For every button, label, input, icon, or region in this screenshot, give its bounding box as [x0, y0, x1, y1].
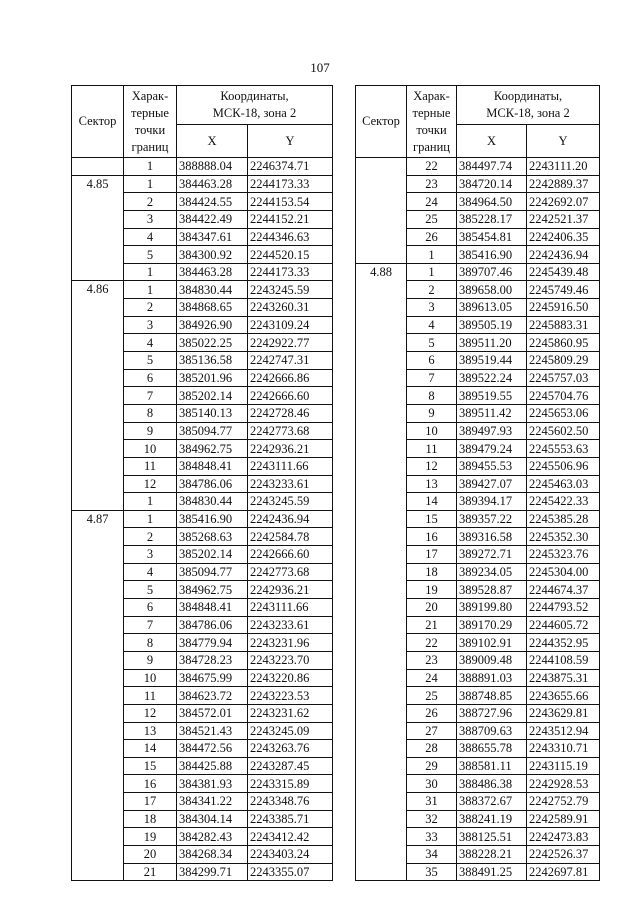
y-coordinate-cell: 2245463.03 — [527, 475, 600, 493]
x-coordinate-cell: 384779.94 — [177, 634, 248, 652]
x-coordinate-cell: 384425.88 — [177, 757, 248, 775]
point-number-cell: 22 — [407, 634, 457, 652]
y-header: Y — [527, 125, 600, 158]
x-coordinate-cell: 389707.46 — [457, 263, 527, 281]
point-number-cell: 26 — [407, 228, 457, 246]
x-coordinate-cell: 389658.00 — [457, 281, 527, 299]
x-coordinate-cell: 389519.55 — [457, 387, 527, 405]
sector-header: Сектор — [356, 86, 407, 158]
point-number-cell: 13 — [407, 475, 457, 493]
x-coordinate-cell: 388125.51 — [457, 828, 527, 846]
x-coordinate-cell: 384868.65 — [177, 299, 248, 317]
points-header-line: терные — [131, 105, 169, 120]
point-number-cell: 3 — [124, 316, 177, 334]
point-number-cell: 1 — [124, 263, 177, 281]
x-coordinate-cell: 388727.96 — [457, 704, 527, 722]
points-header-line: Харак- — [131, 88, 169, 103]
point-number-cell: 27 — [407, 722, 457, 740]
y-coordinate-cell: 2243245.09 — [248, 722, 333, 740]
x-coordinate-cell: 389479.24 — [457, 440, 527, 458]
x-coordinate-cell: 389234.05 — [457, 563, 527, 581]
point-number-cell: 16 — [407, 528, 457, 546]
x-coordinate-cell: 384472.56 — [177, 740, 248, 758]
x-header: X — [177, 125, 248, 158]
right-table-body — [356, 158, 600, 881]
point-number-cell: 7 — [124, 387, 177, 405]
point-number-cell: 23 — [407, 175, 457, 193]
table-row — [356, 263, 600, 281]
points-header-line: Харак- — [413, 88, 450, 103]
x-coordinate-cell: 389357.22 — [457, 510, 527, 528]
point-number-cell: 30 — [407, 775, 457, 793]
sector-cell: 4.88 — [356, 263, 407, 880]
sector-cell: 4.87 — [72, 510, 124, 880]
x-coordinate-cell: 384282.43 — [177, 828, 248, 846]
y-coordinate-cell: 2245553.63 — [527, 440, 600, 458]
x-coordinate-cell: 385454.81 — [457, 228, 527, 246]
y-coordinate-cell: 2243385.71 — [248, 810, 333, 828]
point-number-cell: 1 — [407, 246, 457, 264]
y-coordinate-cell: 2245883.31 — [527, 316, 600, 334]
y-coordinate-cell: 2243223.70 — [248, 651, 333, 669]
table-row — [72, 281, 333, 299]
point-number-cell: 10 — [407, 422, 457, 440]
x-coordinate-cell: 385094.77 — [177, 563, 248, 581]
y-coordinate-cell: 2244153.54 — [248, 193, 333, 211]
point-number-cell: 28 — [407, 740, 457, 758]
y-coordinate-cell: 2245749.46 — [527, 281, 600, 299]
y-coordinate-cell: 2242521.37 — [527, 210, 600, 228]
x-coordinate-cell: 385022.25 — [177, 334, 248, 352]
y-coordinate-cell: 2245860.95 — [527, 334, 600, 352]
x-coordinate-cell: 388888.04 — [177, 158, 248, 176]
point-number-cell: 4 — [407, 316, 457, 334]
x-coordinate-cell: 389455.53 — [457, 457, 527, 475]
y-coordinate-cell: 2242928.53 — [527, 775, 600, 793]
point-number-cell: 1 — [124, 493, 177, 511]
x-coordinate-cell: 388241.19 — [457, 810, 527, 828]
y-coordinate-cell: 2242406.35 — [527, 228, 600, 246]
point-number-cell: 2 — [407, 281, 457, 299]
x-coordinate-cell: 389272.71 — [457, 546, 527, 564]
point-number-cell: 18 — [124, 810, 177, 828]
y-coordinate-cell: 2242747.31 — [248, 352, 333, 370]
x-coordinate-cell: 389511.20 — [457, 334, 527, 352]
x-coordinate-cell: 388228.21 — [457, 845, 527, 863]
y-coordinate-cell: 2243629.81 — [527, 704, 600, 722]
point-number-cell: 7 — [407, 369, 457, 387]
x-coordinate-cell: 384381.93 — [177, 775, 248, 793]
y-coordinate-cell: 2245506.96 — [527, 457, 600, 475]
y-coordinate-cell: 2242773.68 — [248, 422, 333, 440]
x-coordinate-cell: 389613.05 — [457, 299, 527, 317]
x-coordinate-cell: 385228.17 — [457, 210, 527, 228]
point-number-cell: 22 — [407, 158, 457, 176]
x-coordinate-cell: 388581.11 — [457, 757, 527, 775]
y-coordinate-cell: 2242526.37 — [527, 845, 600, 863]
x-coordinate-cell: 384848.41 — [177, 599, 248, 617]
y-coordinate-cell: 2243315.89 — [248, 775, 333, 793]
point-number-cell: 5 — [124, 352, 177, 370]
point-number-cell: 11 — [124, 457, 177, 475]
y-coordinate-cell: 2243111.66 — [248, 599, 333, 617]
point-number-cell: 25 — [407, 687, 457, 705]
y-coordinate-cell: 2242752.79 — [527, 793, 600, 811]
x-coordinate-cell: 384463.28 — [177, 175, 248, 193]
point-number-cell: 13 — [124, 722, 177, 740]
x-coordinate-cell: 384304.14 — [177, 810, 248, 828]
coords-header-line: Координаты, — [220, 89, 289, 103]
coords-header — [177, 86, 333, 125]
x-coordinate-cell: 385416.90 — [457, 246, 527, 264]
point-number-cell: 3 — [407, 299, 457, 317]
point-number-cell: 21 — [124, 863, 177, 881]
y-header: Y — [248, 125, 333, 158]
y-coordinate-cell: 2242584.78 — [248, 528, 333, 546]
point-number-cell: 5 — [124, 246, 177, 264]
y-coordinate-cell: 2243287.45 — [248, 757, 333, 775]
point-number-cell: 20 — [407, 599, 457, 617]
x-coordinate-cell: 384268.34 — [177, 845, 248, 863]
table-row — [356, 158, 600, 176]
y-coordinate-cell: 2245653.06 — [527, 404, 600, 422]
point-number-cell: 26 — [407, 704, 457, 722]
sector-cell — [356, 158, 407, 264]
x-coordinate-cell: 389519.44 — [457, 352, 527, 370]
point-number-cell: 8 — [124, 634, 177, 652]
point-number-cell: 14 — [407, 493, 457, 511]
point-number-cell: 18 — [407, 563, 457, 581]
point-number-cell: 19 — [124, 828, 177, 846]
page-number: 107 — [310, 60, 330, 75]
x-coordinate-cell: 385136.58 — [177, 352, 248, 370]
y-coordinate-cell: 2244108.59 — [527, 651, 600, 669]
coords-header — [457, 86, 600, 125]
y-coordinate-cell: 2243111.20 — [527, 158, 600, 176]
y-coordinate-cell: 2243231.62 — [248, 704, 333, 722]
y-coordinate-cell: 2245439.48 — [527, 263, 600, 281]
x-coordinate-cell: 385094.77 — [177, 422, 248, 440]
points-header — [124, 86, 177, 158]
y-coordinate-cell: 2243875.31 — [527, 669, 600, 687]
x-coordinate-cell: 385268.63 — [177, 528, 248, 546]
point-number-cell: 3 — [124, 546, 177, 564]
point-number-cell: 4 — [124, 334, 177, 352]
x-coordinate-cell: 384964.50 — [457, 193, 527, 211]
y-coordinate-cell: 2245352.30 — [527, 528, 600, 546]
point-number-cell: 9 — [124, 422, 177, 440]
points-header-line: границ — [413, 139, 450, 154]
point-number-cell: 35 — [407, 863, 457, 881]
point-number-cell: 17 — [124, 793, 177, 811]
point-number-cell: 11 — [407, 440, 457, 458]
y-coordinate-cell: 2245385.28 — [527, 510, 600, 528]
point-number-cell: 1 — [407, 263, 457, 281]
y-coordinate-cell: 2243655.66 — [527, 687, 600, 705]
x-coordinate-cell: 389394.17 — [457, 493, 527, 511]
x-coordinate-cell: 384347.61 — [177, 228, 248, 246]
x-coordinate-cell: 384926.90 — [177, 316, 248, 334]
y-coordinate-cell: 2244674.37 — [527, 581, 600, 599]
point-number-cell: 2 — [124, 299, 177, 317]
x-coordinate-cell: 384830.44 — [177, 493, 248, 511]
x-coordinate-cell: 388709.63 — [457, 722, 527, 740]
coords-header-line: Координаты, — [493, 89, 563, 103]
y-coordinate-cell: 2243223.53 — [248, 687, 333, 705]
x-coordinate-cell: 389497.93 — [457, 422, 527, 440]
y-coordinate-cell: 2242773.68 — [248, 563, 333, 581]
point-number-cell: 6 — [124, 369, 177, 387]
y-coordinate-cell: 2245757.03 — [527, 369, 600, 387]
x-coordinate-cell: 388486.38 — [457, 775, 527, 793]
x-coordinate-cell: 389199.80 — [457, 599, 527, 617]
points-header-line: точки — [134, 122, 166, 137]
x-coordinate-cell: 384623.72 — [177, 687, 248, 705]
x-coordinate-cell: 388372.67 — [457, 793, 527, 811]
point-number-cell: 31 — [407, 793, 457, 811]
x-coordinate-cell: 388748.85 — [457, 687, 527, 705]
x-coordinate-cell: 385202.14 — [177, 387, 248, 405]
x-coordinate-cell: 389009.48 — [457, 651, 527, 669]
x-coordinate-cell: 389522.24 — [457, 369, 527, 387]
y-coordinate-cell: 2244152.21 — [248, 210, 333, 228]
x-coordinate-cell: 389102.91 — [457, 634, 527, 652]
x-coordinate-cell: 384422.49 — [177, 210, 248, 228]
point-number-cell: 24 — [407, 669, 457, 687]
x-coordinate-cell: 388891.03 — [457, 669, 527, 687]
y-coordinate-cell: 2244793.52 — [527, 599, 600, 617]
point-number-cell: 21 — [407, 616, 457, 634]
y-coordinate-cell: 2242936.21 — [248, 581, 333, 599]
y-coordinate-cell: 2242697.81 — [527, 863, 600, 881]
point-number-cell: 11 — [124, 687, 177, 705]
y-coordinate-cell: 2245809.29 — [527, 352, 600, 370]
point-number-cell: 15 — [407, 510, 457, 528]
y-coordinate-cell: 2244520.15 — [248, 246, 333, 264]
x-coordinate-cell: 384962.75 — [177, 440, 248, 458]
y-coordinate-cell: 2245916.50 — [527, 299, 600, 317]
y-coordinate-cell: 2246374.71 — [248, 158, 333, 176]
y-coordinate-cell: 2242666.60 — [248, 387, 333, 405]
point-number-cell: 12 — [124, 704, 177, 722]
y-coordinate-cell: 2243403.24 — [248, 845, 333, 863]
coords-header-line: МСК-18, зона 2 — [212, 106, 297, 120]
y-coordinate-cell: 2243245.59 — [248, 493, 333, 511]
y-coordinate-cell: 2243355.07 — [248, 863, 333, 881]
point-number-cell: 32 — [407, 810, 457, 828]
point-number-cell: 12 — [407, 457, 457, 475]
y-coordinate-cell: 2243220.86 — [248, 669, 333, 687]
points-header-line: границ — [131, 139, 169, 154]
y-coordinate-cell: 2244346.63 — [248, 228, 333, 246]
y-coordinate-cell: 2242728.46 — [248, 404, 333, 422]
y-coordinate-cell: 2245704.76 — [527, 387, 600, 405]
y-coordinate-cell: 2243115.19 — [527, 757, 600, 775]
left-coordinates-table — [71, 85, 333, 881]
point-number-cell: 10 — [124, 669, 177, 687]
x-coordinate-cell: 385201.96 — [177, 369, 248, 387]
y-coordinate-cell: 2243512.94 — [527, 722, 600, 740]
point-number-cell: 4 — [124, 563, 177, 581]
x-coordinate-cell: 384497.74 — [457, 158, 527, 176]
y-coordinate-cell: 2242936.21 — [248, 440, 333, 458]
point-number-cell: 24 — [407, 193, 457, 211]
y-coordinate-cell: 2243348.76 — [248, 793, 333, 811]
table-row — [72, 510, 333, 528]
point-number-cell: 1 — [124, 510, 177, 528]
y-coordinate-cell: 2245602.50 — [527, 422, 600, 440]
point-number-cell: 7 — [124, 616, 177, 634]
x-coordinate-cell: 384786.06 — [177, 475, 248, 493]
point-number-cell: 16 — [124, 775, 177, 793]
point-number-cell: 5 — [407, 334, 457, 352]
x-coordinate-cell: 384720.14 — [457, 175, 527, 193]
y-coordinate-cell: 2242666.86 — [248, 369, 333, 387]
point-number-cell: 2 — [124, 528, 177, 546]
x-coordinate-cell: 384424.55 — [177, 193, 248, 211]
point-number-cell: 1 — [124, 158, 177, 176]
points-header — [407, 86, 457, 158]
table-row — [72, 158, 333, 176]
point-number-cell: 1 — [124, 281, 177, 299]
x-coordinate-cell: 384521.43 — [177, 722, 248, 740]
y-coordinate-cell: 2243412.42 — [248, 828, 333, 846]
y-coordinate-cell: 2242436.94 — [527, 246, 600, 264]
point-number-cell: 33 — [407, 828, 457, 846]
y-coordinate-cell: 2243233.61 — [248, 616, 333, 634]
point-number-cell: 14 — [124, 740, 177, 758]
points-header-line: точки — [416, 122, 447, 137]
x-header: X — [457, 125, 527, 158]
sector-cell — [72, 158, 124, 176]
y-coordinate-cell: 2243260.31 — [248, 299, 333, 317]
y-coordinate-cell: 2242692.07 — [527, 193, 600, 211]
point-number-cell: 15 — [124, 757, 177, 775]
y-coordinate-cell: 2243245.59 — [248, 281, 333, 299]
sector-cell: 4.85 — [72, 175, 124, 281]
x-coordinate-cell: 384962.75 — [177, 581, 248, 599]
x-coordinate-cell: 389316.58 — [457, 528, 527, 546]
x-coordinate-cell: 384572.01 — [177, 704, 248, 722]
points-header-line: терные — [412, 105, 451, 120]
point-number-cell: 3 — [124, 210, 177, 228]
x-coordinate-cell: 389528.87 — [457, 581, 527, 599]
y-coordinate-cell: 2243231.96 — [248, 634, 333, 652]
x-coordinate-cell: 385202.14 — [177, 546, 248, 564]
point-number-cell: 10 — [124, 440, 177, 458]
point-number-cell: 34 — [407, 845, 457, 863]
y-coordinate-cell: 2242589.91 — [527, 810, 600, 828]
point-number-cell: 8 — [124, 404, 177, 422]
x-coordinate-cell: 384675.99 — [177, 669, 248, 687]
x-coordinate-cell: 389505.19 — [457, 316, 527, 334]
point-number-cell: 9 — [124, 651, 177, 669]
x-coordinate-cell: 384341.22 — [177, 793, 248, 811]
y-coordinate-cell: 2244173.33 — [248, 175, 333, 193]
x-coordinate-cell: 389427.07 — [457, 475, 527, 493]
point-number-cell: 8 — [407, 387, 457, 405]
y-coordinate-cell: 2244352.95 — [527, 634, 600, 652]
x-coordinate-cell: 385140.13 — [177, 404, 248, 422]
y-coordinate-cell: 2244173.33 — [248, 263, 333, 281]
y-coordinate-cell: 2242666.60 — [248, 546, 333, 564]
y-coordinate-cell: 2243111.66 — [248, 457, 333, 475]
x-coordinate-cell: 384463.28 — [177, 263, 248, 281]
x-coordinate-cell: 384786.06 — [177, 616, 248, 634]
point-number-cell: 17 — [407, 546, 457, 564]
x-coordinate-cell: 388655.78 — [457, 740, 527, 758]
y-coordinate-cell: 2242922.77 — [248, 334, 333, 352]
x-coordinate-cell: 389170.29 — [457, 616, 527, 634]
point-number-cell: 9 — [407, 404, 457, 422]
y-coordinate-cell: 2242436.94 — [248, 510, 333, 528]
point-number-cell: 2 — [124, 193, 177, 211]
point-number-cell: 5 — [124, 581, 177, 599]
x-coordinate-cell: 385416.90 — [177, 510, 248, 528]
y-coordinate-cell: 2242473.83 — [527, 828, 600, 846]
point-number-cell: 19 — [407, 581, 457, 599]
point-number-cell: 1 — [124, 175, 177, 193]
y-coordinate-cell: 2244605.72 — [527, 616, 600, 634]
y-coordinate-cell: 2243233.61 — [248, 475, 333, 493]
y-coordinate-cell: 2242889.37 — [527, 175, 600, 193]
point-number-cell: 6 — [124, 599, 177, 617]
y-coordinate-cell: 2243310.71 — [527, 740, 600, 758]
x-coordinate-cell: 384830.44 — [177, 281, 248, 299]
right-coordinates-table — [355, 85, 600, 881]
x-coordinate-cell: 389511.42 — [457, 404, 527, 422]
x-coordinate-cell: 384300.92 — [177, 246, 248, 264]
x-coordinate-cell: 384299.71 — [177, 863, 248, 881]
table-row — [72, 175, 333, 193]
left-table-body — [72, 158, 333, 881]
left-table-header — [72, 86, 333, 158]
point-number-cell: 4 — [124, 228, 177, 246]
sector-cell: 4.86 — [72, 281, 124, 510]
y-coordinate-cell: 2245304.00 — [527, 563, 600, 581]
y-coordinate-cell: 2243263.76 — [248, 740, 333, 758]
point-number-cell: 25 — [407, 210, 457, 228]
coords-header-line: МСК-18, зона 2 — [486, 106, 570, 120]
point-number-cell: 20 — [124, 845, 177, 863]
point-number-cell: 12 — [124, 475, 177, 493]
x-coordinate-cell: 384728.23 — [177, 651, 248, 669]
x-coordinate-cell: 384848.41 — [177, 457, 248, 475]
x-coordinate-cell: 388491.25 — [457, 863, 527, 881]
point-number-cell: 23 — [407, 651, 457, 669]
sector-header: Сектор — [72, 86, 124, 158]
right-table-header — [356, 86, 600, 158]
y-coordinate-cell: 2245323.76 — [527, 546, 600, 564]
point-number-cell: 29 — [407, 757, 457, 775]
y-coordinate-cell: 2243109.24 — [248, 316, 333, 334]
y-coordinate-cell: 2245422.33 — [527, 493, 600, 511]
point-number-cell: 6 — [407, 352, 457, 370]
